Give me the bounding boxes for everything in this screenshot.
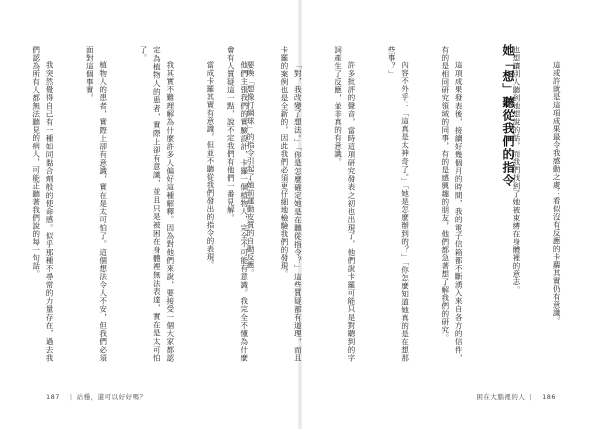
paragraph: 「對，我改變了想法。」「你是怎麼確定她是在聽從指令？」這些質疑都有道理，而且卡羅的案例也是全新的，因此我們必須更仔細地檢驗我們的發現。	[279, 46, 303, 362]
right-running-title: 困在大腦裡的人	[476, 393, 526, 401]
right-footer: 困在大腦裡的人 | 186	[476, 393, 556, 401]
paragraph: 我突然覺得自己有一種如同黏合劑般的使命感。似乎那種不尋常的力量存在，過去我們認為所有人都無法聽見的病人，可能正聽著我們說的每一句話。	[31, 46, 55, 362]
left-footer: 187 | 站穩，還可以好好嗎？	[46, 393, 147, 401]
paragraph: 也想讓別人聽到她想說的話，而我們找到了她被束縛在身體裡的意志。	[511, 46, 521, 294]
paragraph: 植物人的患者，實際上卻有意識，實在是太可怕了。這個想法令人不安，但我們必須面對這個事實。	[85, 46, 108, 362]
left-running-title: 站穩，還可以好好嗎？	[76, 393, 147, 401]
paragraph: 內容不外乎：「這真是太神奇了。」「她是怎麼辦到的？」「你怎麼知道她真的是在想那些事？」	[387, 46, 410, 362]
right-page-number: 186	[542, 393, 556, 401]
paragraph: 這或許就是這項成果最令我感動之處：看似沒有反應的卡蘿其實仍有意識。	[552, 61, 562, 326]
paragraph: 我其實不難理解為什麼許多人偏好這種解釋。因為對他們來說，要接受一個大家都認定為植物人的患者，實際上卻有意識，並且只是被困在身體裡無法表達，實在是太可怕了。	[138, 46, 175, 362]
right-page-top-body	[511, 46, 590, 362]
paragraph: 這項成果發表後，接續好幾個月的時間，我的電子信箱都不斷湧入來自各方的信件，有的是相同研究領域的同事，有的是感興趣的朋友，他們都急著想了解我們的研究。	[440, 46, 464, 362]
paragraph: 要喚「想像打網球」的指令引起了她前運動皮質的自動反應。	[246, 61, 256, 278]
paragraph: 他們主張我們的實驗設計，卡羅一個植物人，完全不可能有意識。我完全不懂為什麼會有人質疑這一點，說不定我們有他們一番見解。	[226, 46, 249, 362]
paragraph-emphasis	[0, 46, 2, 362]
section-heading: 她「想」聽從我們的指令	[501, 44, 515, 187]
paragraph: 許多批評的聲音，當時這項研究發表之初也出現了，他們說卡羅可能只是對聽到的字詞產生了反應，並非真的有意識。	[333, 46, 356, 362]
paragraph: 當成卡羅其實有意識，但並不聽從我們發出的指令的表現。	[205, 61, 215, 270]
left-page-number: 187	[46, 393, 60, 401]
